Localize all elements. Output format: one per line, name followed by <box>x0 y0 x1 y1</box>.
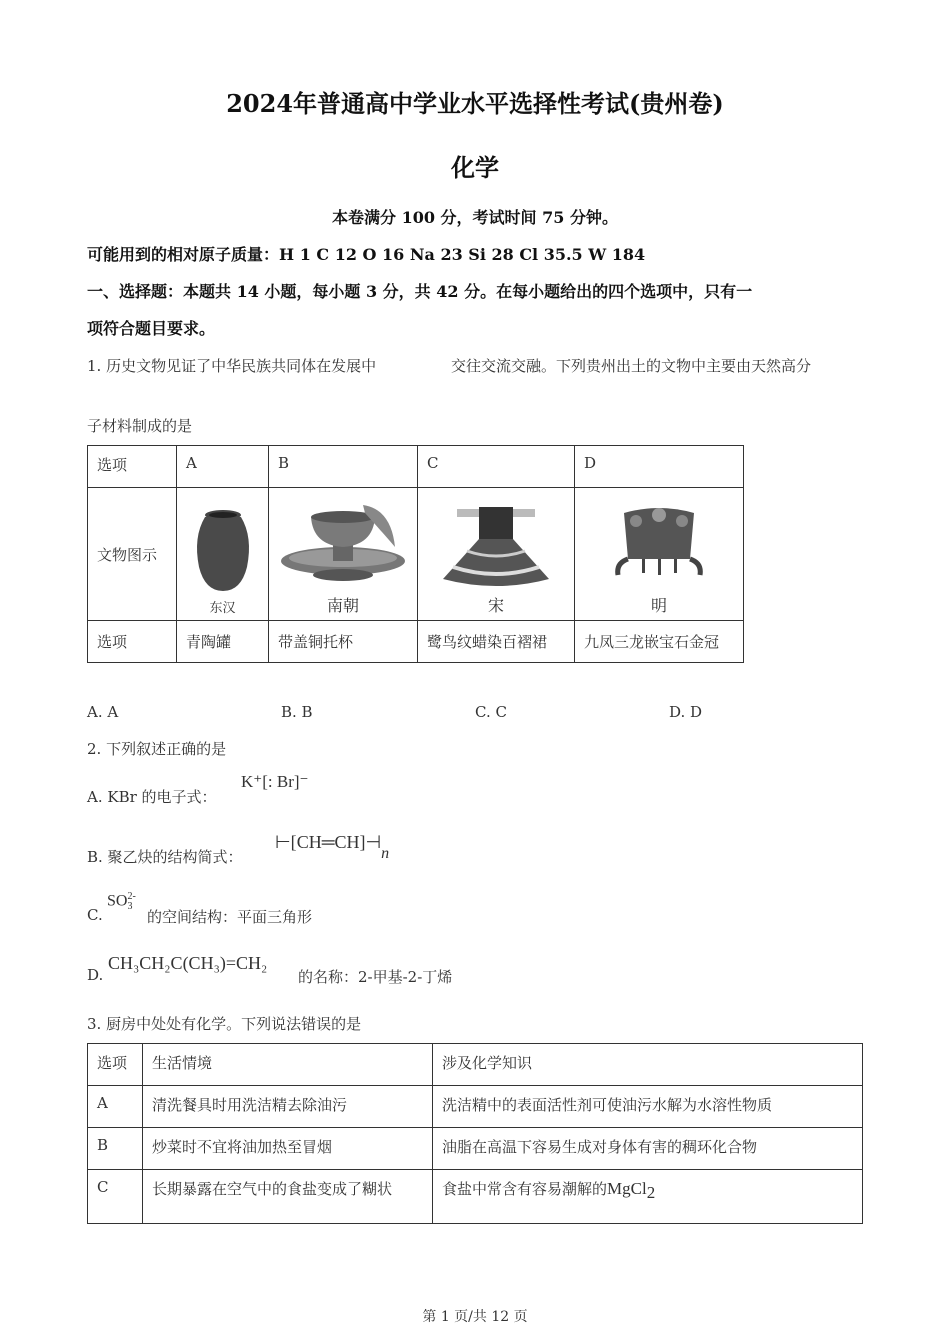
image-cell <box>177 488 269 621</box>
section-intro-line1: 一、选择题：本题共 14 小题，每小题 3 分，共 42 分。在每小题给出的四个选项中，只有一 <box>87 282 753 301</box>
q1-stem-part1: 1. 历史文物见证了中华民族共同体在发展中 <box>87 357 377 375</box>
artifact-era: 南朝 <box>326 596 359 615</box>
table-header-row <box>88 446 744 488</box>
header-cell: 选项 <box>88 1044 143 1086</box>
artifact-name: 青陶罐 <box>177 621 269 663</box>
q1-option-b[interactable]: B. B <box>281 703 313 721</box>
table-row <box>88 1128 863 1170</box>
option-cell: B <box>88 1128 143 1170</box>
table-header-row <box>88 1044 863 1086</box>
q2-option-d-text: 的名称：2-甲基-2-丁烯 <box>298 968 453 986</box>
knowledge-cell: 油脂在高温下容易生成对身体有害的稠环化合物 <box>433 1128 863 1170</box>
mgcl2-subscript: 2 <box>646 1183 656 1202</box>
artifact-era: 宋 <box>487 596 504 615</box>
q2-option-b[interactable]: B. 聚乙炔的结构简式： <box>87 848 243 866</box>
exam-title: 2024年普通高中学业水平选择性考试(贵州卷) <box>226 89 724 118</box>
artifact-era: 东汉 <box>209 601 236 616</box>
q1-artifact-table <box>87 445 744 663</box>
bracket-right: ]⊣ <box>359 832 382 852</box>
mgcl2-formula: MgCl <box>607 1179 647 1198</box>
q1-option-a[interactable]: A. A <box>87 703 119 721</box>
gold-crown-icon <box>614 503 704 589</box>
option-cell: C <box>88 1170 143 1224</box>
knowledge-cell: 洗洁精中的表面活性剂可使油污水解为水溶性物质 <box>433 1086 863 1128</box>
image-cell <box>269 488 418 621</box>
header-cell: A <box>177 446 269 488</box>
pleated-skirt-icon <box>439 503 553 589</box>
bronze-cup-icon <box>279 503 407 589</box>
exam-info: 本卷满分 100 分，考试时间 75 分钟。 <box>332 208 618 227</box>
knowledge-text: 食盐中常含有容易潮解的 <box>442 1180 608 1198</box>
name-row <box>88 621 744 663</box>
artifact-name: 带盖铜托杯 <box>269 621 418 663</box>
header-cell: D <box>575 446 744 488</box>
header-cell: C <box>418 446 575 488</box>
header-cell: 选项 <box>88 446 177 488</box>
formula-base: SO <box>107 892 128 910</box>
q1-stem-line2: 子材料制成的是 <box>87 417 193 435</box>
q2-option-c-prefix[interactable]: C. <box>87 906 103 924</box>
alkene-formula: CH₃CH₂C(CH₃)=CH₂ <box>108 953 268 973</box>
q3-stem: 3. 厨房中处处有化学。下列说法错误的是 <box>87 1015 362 1033</box>
q2-stem: 2. 下列叙述正确的是 <box>87 740 227 758</box>
sulfite-formula <box>107 892 136 912</box>
artifact-name: 九凤三龙嵌宝石金冠 <box>575 621 744 663</box>
page-number: 第 1 页/共 12 页 <box>422 1309 528 1325</box>
row-label: 选项 <box>88 621 177 663</box>
pottery-jar-icon <box>191 507 255 593</box>
image-cell <box>418 488 575 621</box>
q1-option-c[interactable]: C. C <box>475 703 507 721</box>
table-row <box>88 1086 863 1128</box>
row-label: 文物图示 <box>88 488 177 621</box>
artifact-era: 明 <box>650 596 667 615</box>
q2-option-a[interactable]: A. KBr 的电子式： <box>87 788 217 806</box>
knowledge-cell <box>433 1170 863 1224</box>
scenario-cell: 长期暴露在空气中的食盐变成了糊状 <box>143 1170 433 1224</box>
q2-option-d-prefix[interactable]: D. <box>87 966 104 984</box>
image-cell <box>575 488 744 621</box>
header-cell: 生活情境 <box>143 1044 433 1086</box>
scenario-cell: 炒菜时不宜将油加热至冒烟 <box>143 1128 433 1170</box>
table-row <box>88 1170 863 1224</box>
q1-stem-part2: 交往交流交融。下列贵州出土的文物中主要由天然高分 <box>451 357 812 375</box>
option-cell: A <box>88 1086 143 1128</box>
subscript: 3 <box>127 901 133 912</box>
charge: 2- <box>127 891 136 902</box>
q3-table <box>87 1043 863 1224</box>
polyacetylene-formula <box>275 832 390 862</box>
q1-option-d[interactable]: D. D <box>669 703 703 721</box>
image-row <box>88 488 744 621</box>
scenario-cell: 清洗餐具时用洗洁精去除油污 <box>143 1086 433 1128</box>
repeat-n: n <box>381 845 390 862</box>
kbr-electron-formula: K⁺[: Br]⁻ <box>241 772 309 791</box>
subject-title: 化学 <box>451 153 499 182</box>
polyacetylene-unit: CH═CH <box>296 832 360 852</box>
atomic-masses: 可能用到的相对原子质量：H 1 C 12 O 16 Na 23 Si 28 Cl 35.5 W 184 <box>87 245 646 264</box>
artifact-name: 鹭鸟纹蜡染百褶裙 <box>418 621 575 663</box>
header-cell: B <box>269 446 418 488</box>
bracket-left: ⊢[ <box>275 832 297 852</box>
section-intro-line2: 项符合题目要求。 <box>87 319 216 338</box>
header-cell: 涉及化学知识 <box>433 1044 863 1086</box>
q2-option-c-text: 的空间结构：平面三角形 <box>147 908 313 926</box>
